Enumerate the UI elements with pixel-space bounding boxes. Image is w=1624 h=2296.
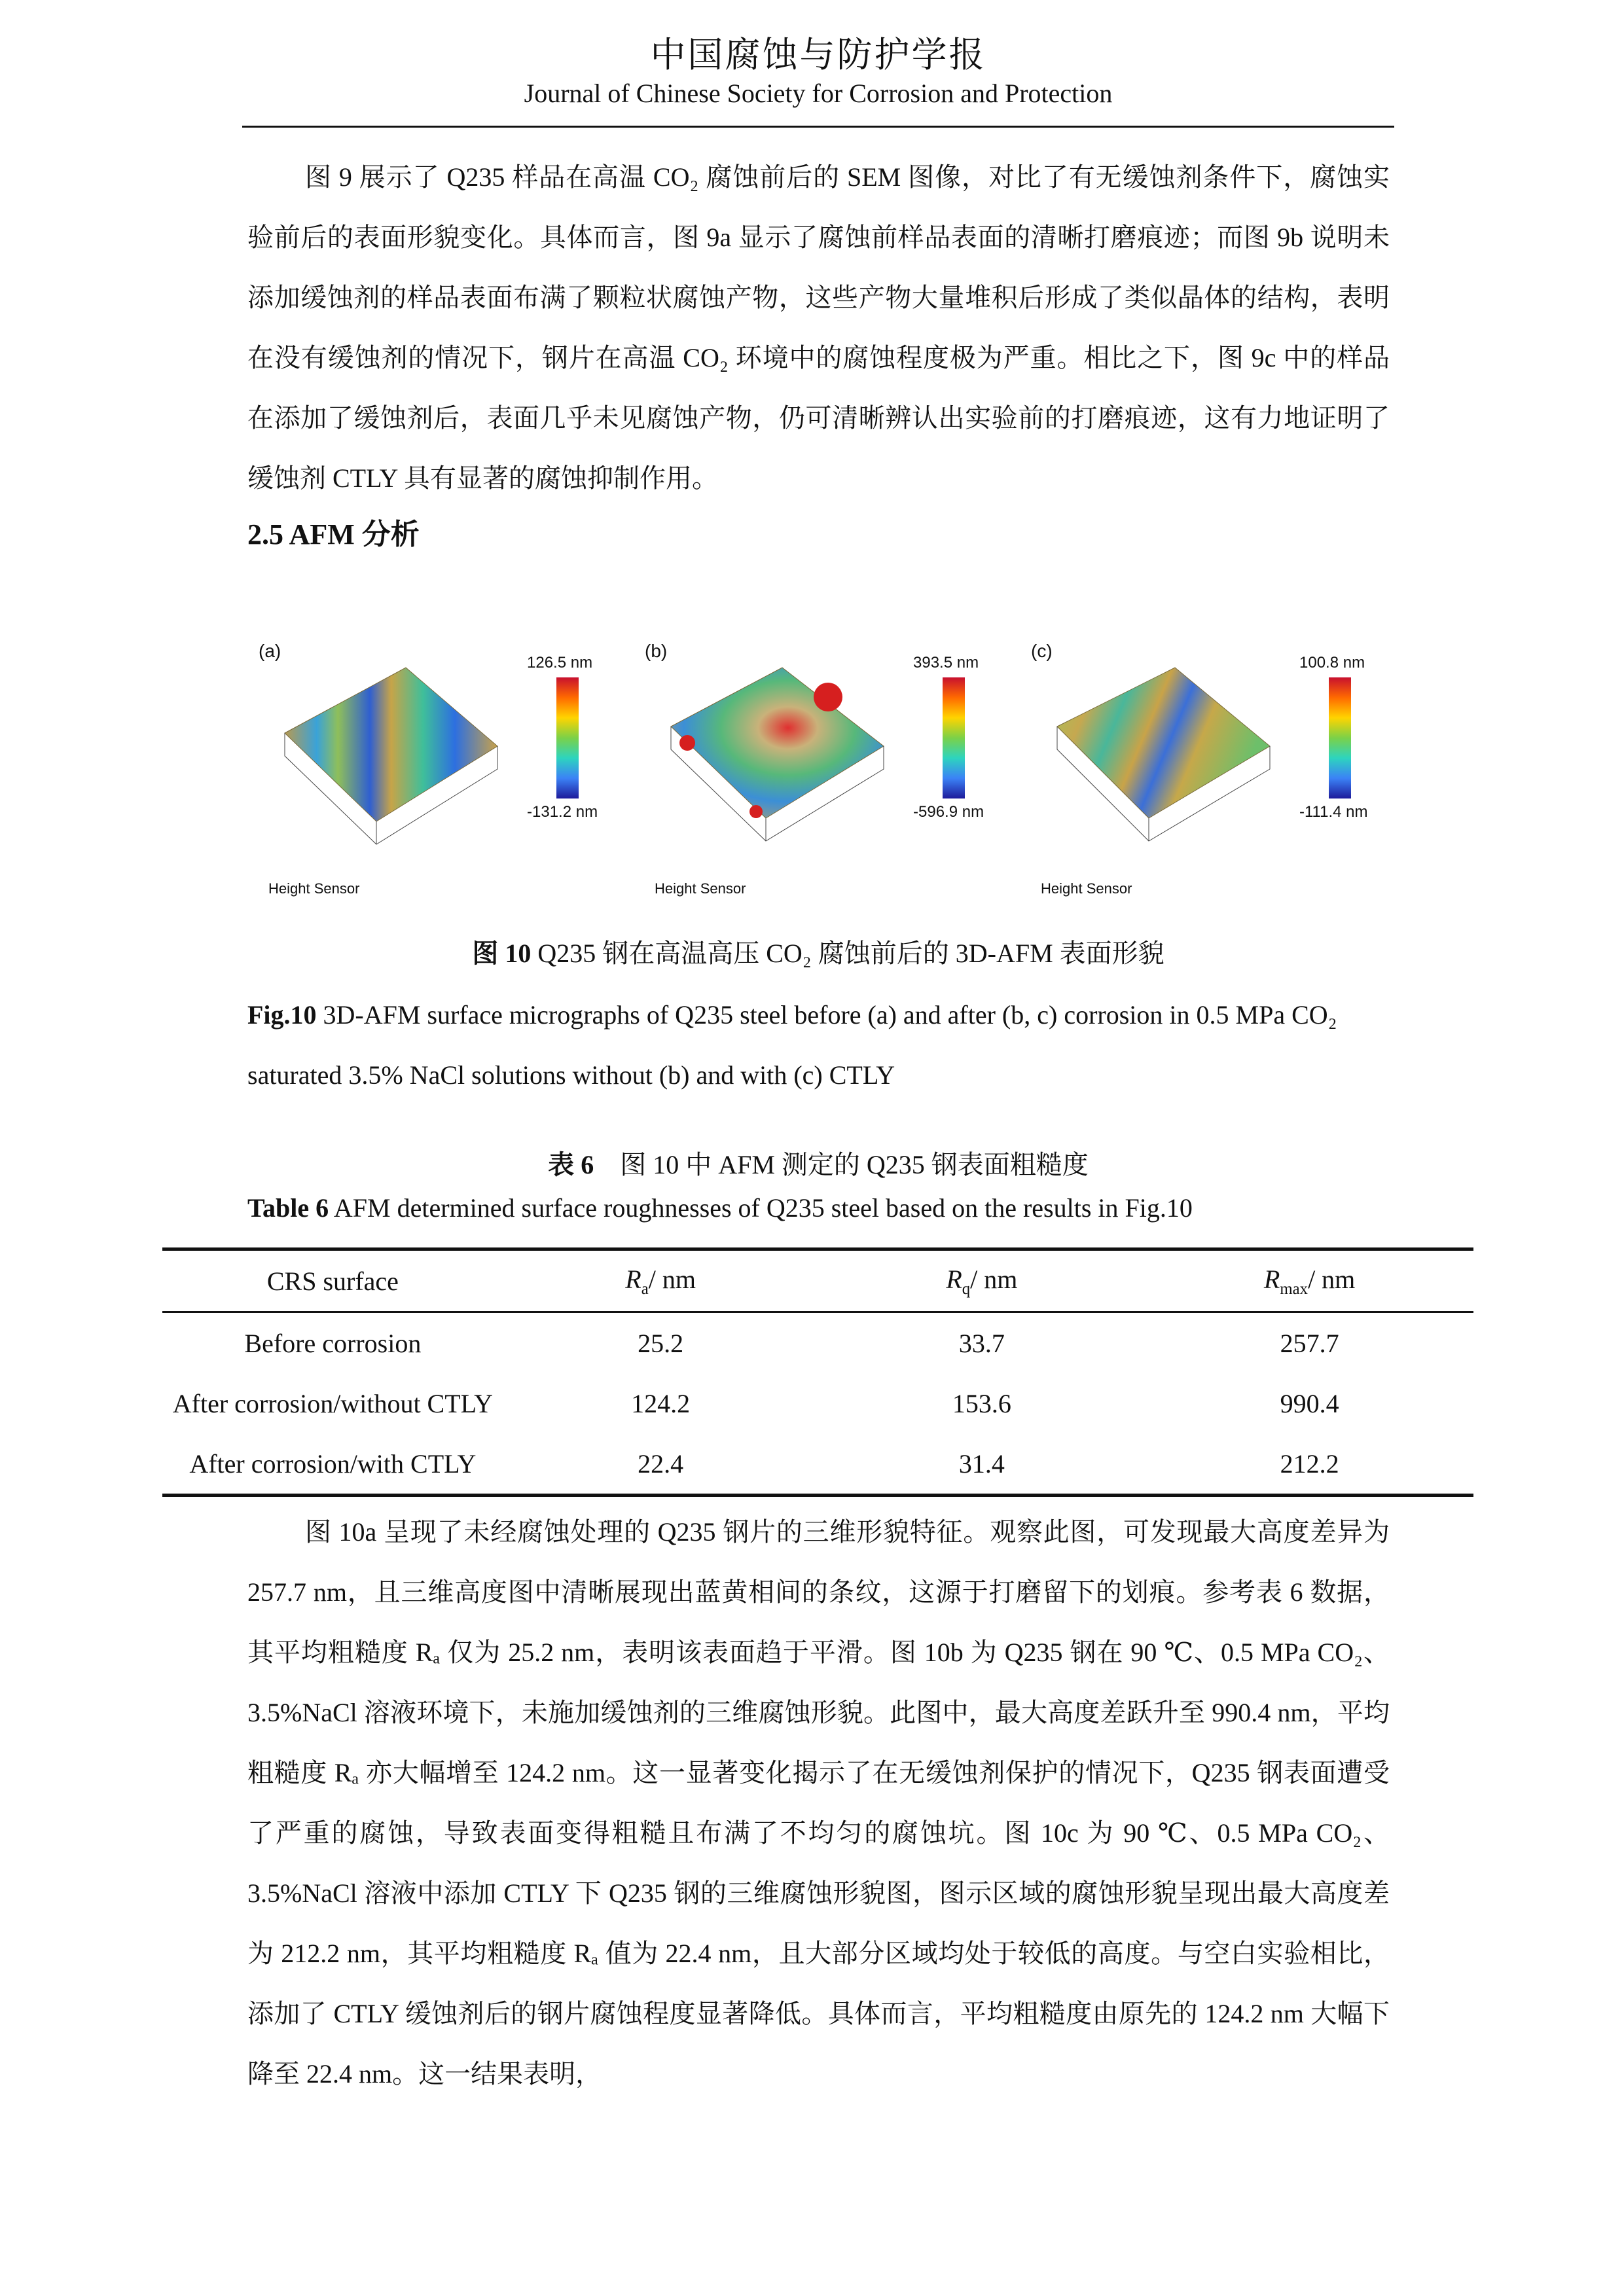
- table-label-cn: 表 6: [548, 1150, 594, 1179]
- afm-figure: [259, 638, 1371, 906]
- page-header: [242, 34, 1394, 109]
- table-row: [162, 1433, 1473, 1496]
- header-rule: [242, 126, 1394, 128]
- header-rq: $R_q/$ nm: [946, 1264, 1018, 1298]
- header-surface: CRS surface: [266, 1266, 399, 1296]
- height-sensor-label: Height Sensor: [268, 880, 360, 897]
- colorbar-min-label: -111.4 nm: [1299, 803, 1368, 821]
- figure-caption-cn-text: Q235 钢在高温高压 CO₂ 腐蚀前后的 3D-AFM 表面形貌: [531, 939, 1164, 968]
- cell-surface: Before corrosion: [244, 1328, 422, 1358]
- table-label-en: Table 6: [247, 1193, 329, 1223]
- colorbar-min-label: -131.2 nm: [527, 803, 598, 821]
- colorbar-max-label: 100.8 nm: [1299, 654, 1365, 672]
- colorbar-min-label: -596.9 nm: [913, 803, 984, 821]
- roughness-table: [162, 1247, 1473, 1497]
- colorbar-max-label: 126.5 nm: [527, 654, 593, 672]
- panel-label: (a): [259, 641, 281, 661]
- figure-label-en: Fig.10: [247, 1000, 317, 1030]
- header-rmax: $R_{max}/$ nm: [1263, 1264, 1356, 1298]
- journal-title-en: Journal of Chinese Society for Corrosion and Protection: [524, 78, 1113, 108]
- afm-surface-b: [658, 658, 893, 874]
- figure-label-cn: 图 10: [472, 939, 532, 968]
- cell-rq: 33.7: [958, 1328, 1005, 1358]
- cell-rq: 31.4: [958, 1448, 1005, 1479]
- afm-panel-b: [645, 638, 1011, 906]
- colorbar-c: [1329, 677, 1351, 798]
- panel-label: (b): [645, 641, 668, 661]
- afm-surface-c: [1044, 658, 1280, 874]
- table-caption-cn: [242, 1144, 1394, 1181]
- colorbar-max-label: 393.5 nm: [913, 654, 979, 672]
- figure-caption-en-text: 3D-AFM surface micrographs of Q235 steel before (a) and after (b, c) corrosion in 0.5 MPa CO₂ saturated 3.5% NaCl solutions without (b) and with (c) CTLY: [247, 1000, 1337, 1090]
- afm-surface-a: [272, 658, 507, 874]
- cell-rmax: 990.4: [1280, 1388, 1339, 1418]
- table-header-row: [162, 1249, 1473, 1312]
- section-title: 2.5 AFM 分析: [247, 518, 420, 550]
- cell-surface: After corrosion/without CTLY: [172, 1388, 493, 1418]
- table-row: [162, 1312, 1473, 1374]
- cell-ra: 25.2: [638, 1328, 684, 1358]
- table-caption-cn-text: 图 10 中 AFM 测定的 Q235 钢表面粗糙度: [620, 1150, 1089, 1179]
- table-row: [162, 1373, 1473, 1433]
- cell-rmax: 257.7: [1280, 1328, 1339, 1358]
- journal-title-cn: 中国腐蚀与防护学报: [650, 35, 986, 75]
- figure-caption-cn: [242, 933, 1394, 970]
- paragraph-sem: 图 9 展示了 Q235 样品在高温 CO₂ 腐蚀前后的 SEM 图像，对比了有无缓蚀剂条件下，腐蚀实验前后的表面形貌变化。具体而言，图 9a 显示了腐蚀前样品表面的清晰打磨痕迹；而图 9b 说明未添加缓蚀剂的样品表面布满了颗粒状腐蚀产物，这些产物大量堆积后形成了类似晶体的结构，表明在没有缓蚀剂的情况下，钢片在高温 CO₂ 环境中的腐蚀程度极为严重。相比之下，图 9c 中的样品在添加了缓蚀剂后，表面几乎未见腐蚀产物，仍可清晰辨认出实验前的打磨痕迹，这有力地证明了缓蚀剂 CTLY 具有显著的腐蚀抑制作用。: [247, 162, 1390, 493]
- height-sensor-label: Height Sensor: [1041, 880, 1132, 897]
- afm-panel-a: [259, 638, 625, 906]
- table-caption-en: [247, 1193, 1193, 1223]
- colorbar-b: [943, 677, 965, 798]
- cell-ra: 22.4: [638, 1448, 684, 1479]
- table-caption-en-text: AFM determined surface roughnesses of Q235 steel based on the results in Fig.10: [329, 1193, 1193, 1223]
- cell-rq: 153.6: [952, 1388, 1011, 1418]
- header-ra: $R_a/$ nm: [625, 1264, 696, 1298]
- cell-rmax: 212.2: [1280, 1448, 1339, 1479]
- afm-panel-c: [1031, 638, 1398, 906]
- paragraph-afm-analysis: 图 10a 呈现了未经腐蚀处理的 Q235 钢片的三维形貌特征。观察此图，可发现最大高度差异为 257.7 nm，且三维高度图中清晰展现出蓝黄相间的条纹，这源于打磨留下的划痕。参考表 6 数据，其平均粗糙度 Rₐ 仅为 25.2 nm，表明该表面趋于平滑。图 10b 为 Q235 钢在 90 ℃、0.5 MPa CO₂、3.5%NaCl 溶液环境下，未施加缓蚀剂的三维腐蚀形貌。此图中，最大高度差跃升至 990.4 nm，平均粗糙度 Rₐ 亦大幅增至 124.2 nm。这一显著变化揭示了在无缓蚀剂保护的情况下，Q235 钢表面遭受了严重的腐蚀，导致表面变得粗糙且布满了不均匀的腐蚀坑。图 10c 为 90 ℃、0.5 MPa CO₂、3.5%NaCl 溶液中添加 CTLY 下 Q235 钢的三维腐蚀形貌图，图示区域的腐蚀形貌呈现出最大高度差为 212.2 nm，其平均粗糙度 Rₐ 值为 22.4 nm，且大部分区域均处于较低的高度。与空白实验相比，添加了 CTLY 缓蚀剂后的钢片腐蚀程度显著降低。具体而言，平均粗糙度由原先的 124.2 nm 大幅下降至 22.4 nm。这一结果表明，: [247, 1517, 1390, 2089]
- colorbar-a: [556, 677, 579, 798]
- panel-label: (c): [1031, 641, 1053, 661]
- cell-ra: 124.2: [631, 1388, 691, 1418]
- cell-surface: After corrosion/with CTLY: [189, 1448, 477, 1479]
- figure-caption-en: [247, 985, 1390, 1105]
- height-sensor-label: Height Sensor: [655, 880, 746, 897]
